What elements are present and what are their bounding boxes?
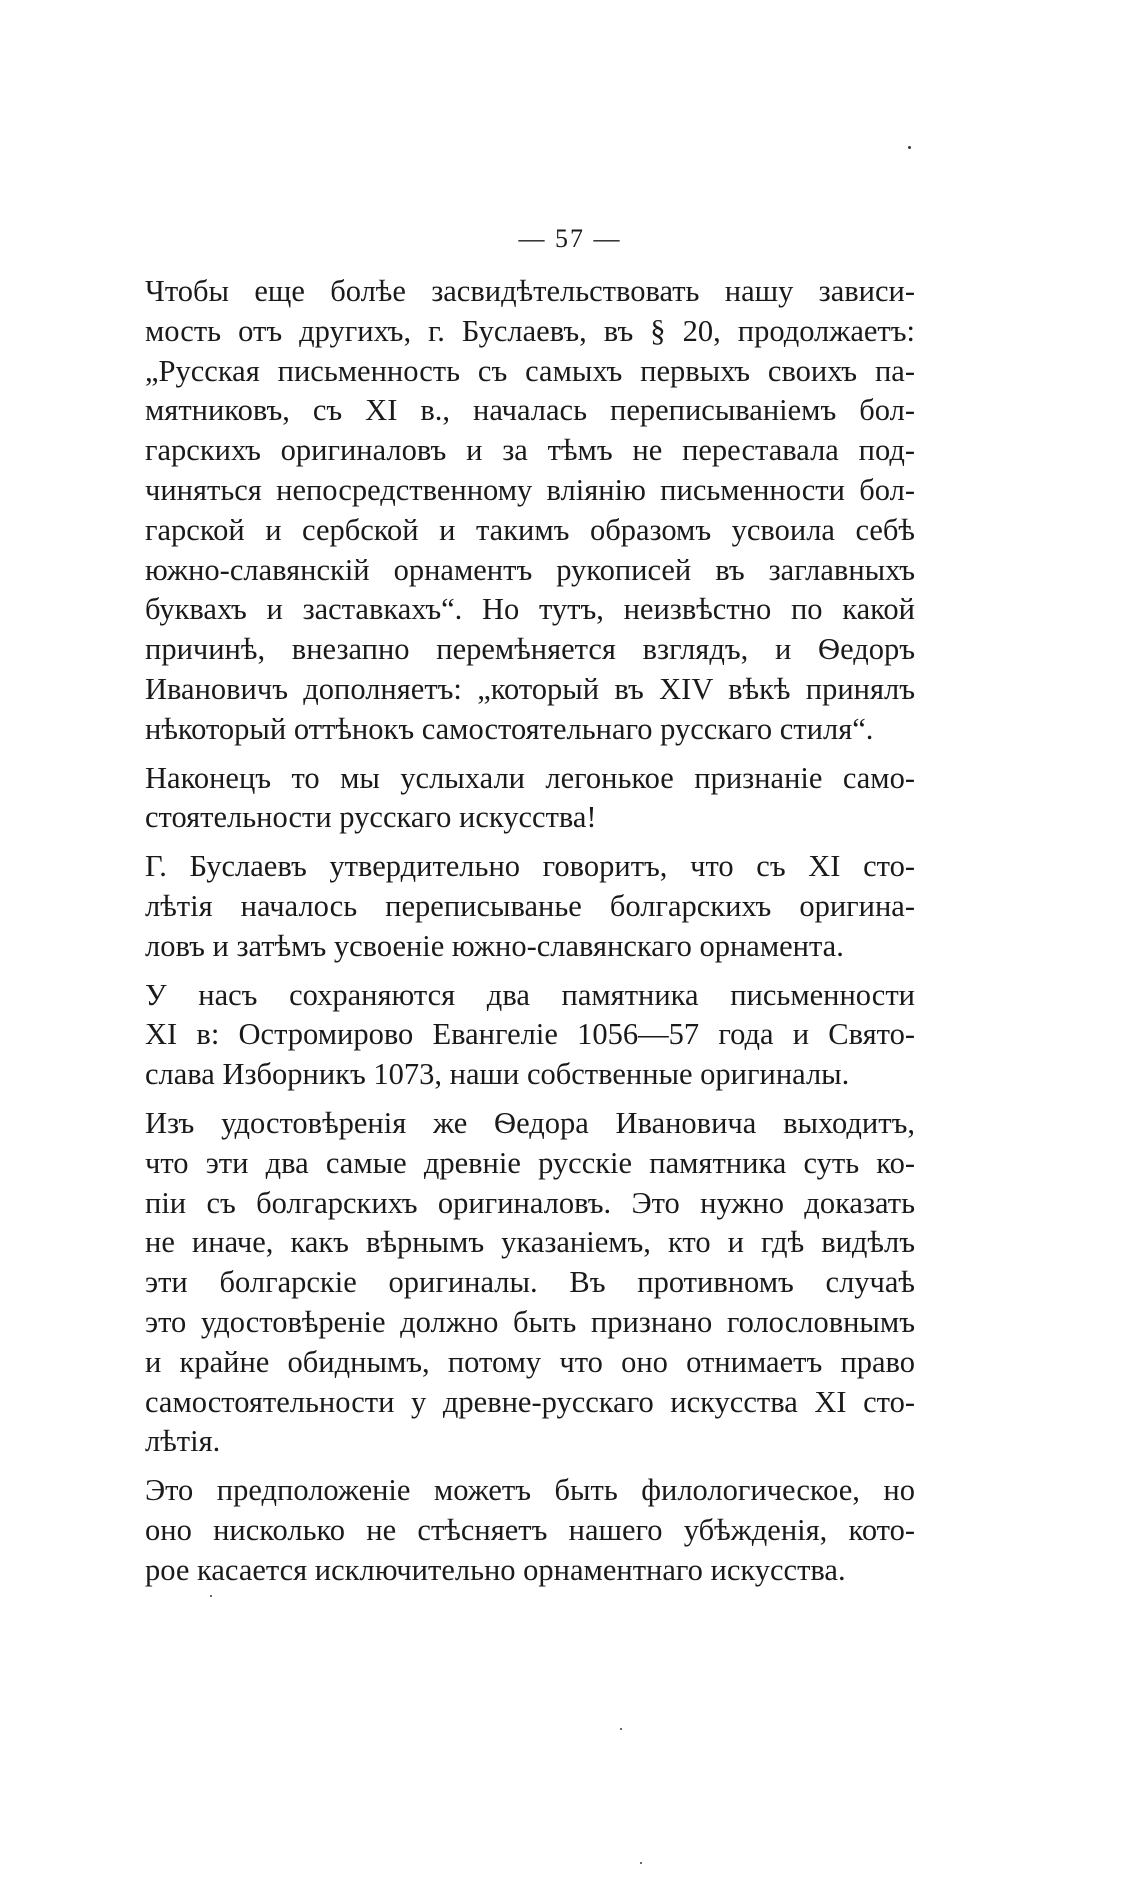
paragraph xyxy=(145,759,915,839)
page-speck xyxy=(210,1595,212,1597)
text-line: южно-славянскій орнаментъ рукописей въ заглавныхъ xyxy=(145,552,915,587)
page-speck xyxy=(908,146,911,149)
text-line: гарской и сербской и такимъ образомъ усвоила себѣ xyxy=(145,512,915,547)
text-line: чиняться непосредственному вліянію письменности бол- xyxy=(145,472,915,507)
text-line: мость отъ другихъ, г. Буслаевъ, въ § 20, продолжаетъ: xyxy=(145,313,915,348)
text-line: стоятельности русскаго искусства! xyxy=(145,800,597,835)
paragraph xyxy=(145,272,915,750)
text-line: что эти два самые древніе русскіе памятника суть ко- xyxy=(145,1145,915,1180)
text-line: ловъ и затѣмъ усвоеніе южно-славянскаго орнамента. xyxy=(145,928,844,963)
text-line: Изъ удостовѣренія же Ѳедора Ивановича выходитъ, xyxy=(145,1105,915,1140)
text-line: рое касается исключительно орнаментнаго искусства. xyxy=(145,1552,846,1587)
text-line: лѣтія началось переписыванье болгарскихъ оригина- xyxy=(145,888,915,923)
text-line: мятниковъ, съ XI в., началась переписываніемъ бол- xyxy=(145,393,915,428)
text-line: это удостовѣреніе должно быть признано голословнымъ xyxy=(145,1304,915,1339)
text-line: эти болгарскіе оригиналы. Въ противномъ случаѣ xyxy=(145,1265,915,1300)
text-line: Г. Буслаевъ утвердительно говоритъ, что съ XI сто- xyxy=(145,849,915,884)
paragraph xyxy=(145,847,915,966)
text-line: „Русская письменность съ самыхъ первыхъ своихъ па- xyxy=(145,353,915,388)
text-line: слава Изборникъ 1073, наши собственные оригиналы. xyxy=(145,1057,850,1092)
text-line: нѣкоторый оттѣнокъ самостоятельнаго русскаго стиля“. xyxy=(145,711,874,746)
text-line: Чтобы еще болѣе засвидѣтельствовать нашу зависи- xyxy=(145,274,915,308)
text-line: гарскихъ оригиналовъ и за тѣмъ не переставала под- xyxy=(145,433,915,468)
page-speck xyxy=(620,1728,622,1730)
text-line: XI в: Остромирово Евангеліе 1056—57 года и Свято- xyxy=(145,1017,915,1052)
page-speck xyxy=(640,1862,642,1864)
paragraph xyxy=(145,1104,915,1462)
text-line: У насъ сохраняются два памятника письменности xyxy=(145,977,915,1012)
page-number: — 57 — xyxy=(518,224,622,253)
text-line: Ивановичъ дополняетъ: „который въ XIV вѣкѣ принялъ xyxy=(145,671,915,706)
text-line: Наконецъ то мы услыхали легонькое признаніе само- xyxy=(145,760,915,795)
text-line: буквахъ и заставкахъ“. Но тутъ, неизвѣстно по какой xyxy=(145,592,915,627)
text-line: самостоятельности у древне-русскаго искусства XI сто- xyxy=(145,1384,915,1419)
text-line: и крайне обиднымъ, потому что оно отнимаетъ право xyxy=(145,1344,915,1379)
text-line: Это предположеніе можетъ быть филологическое, но xyxy=(145,1473,915,1508)
paragraph xyxy=(145,976,915,1095)
body-text xyxy=(145,272,915,1600)
text-line: піи съ болгарскихъ оригиналовъ. Это нужно доказать xyxy=(145,1185,915,1220)
text-line: причинѣ, внезапно перемѣняется взглядъ, и Ѳедоръ xyxy=(145,632,915,667)
text-line: не иначе, какъ вѣрнымъ указаніемъ, кто и гдѣ видѣлъ xyxy=(145,1225,915,1260)
paragraph xyxy=(145,1471,915,1590)
text-line: лѣтія. xyxy=(145,1424,221,1459)
text-line: оно нисколько не стѣсняетъ нашего убѣжденія, кото- xyxy=(145,1512,915,1547)
